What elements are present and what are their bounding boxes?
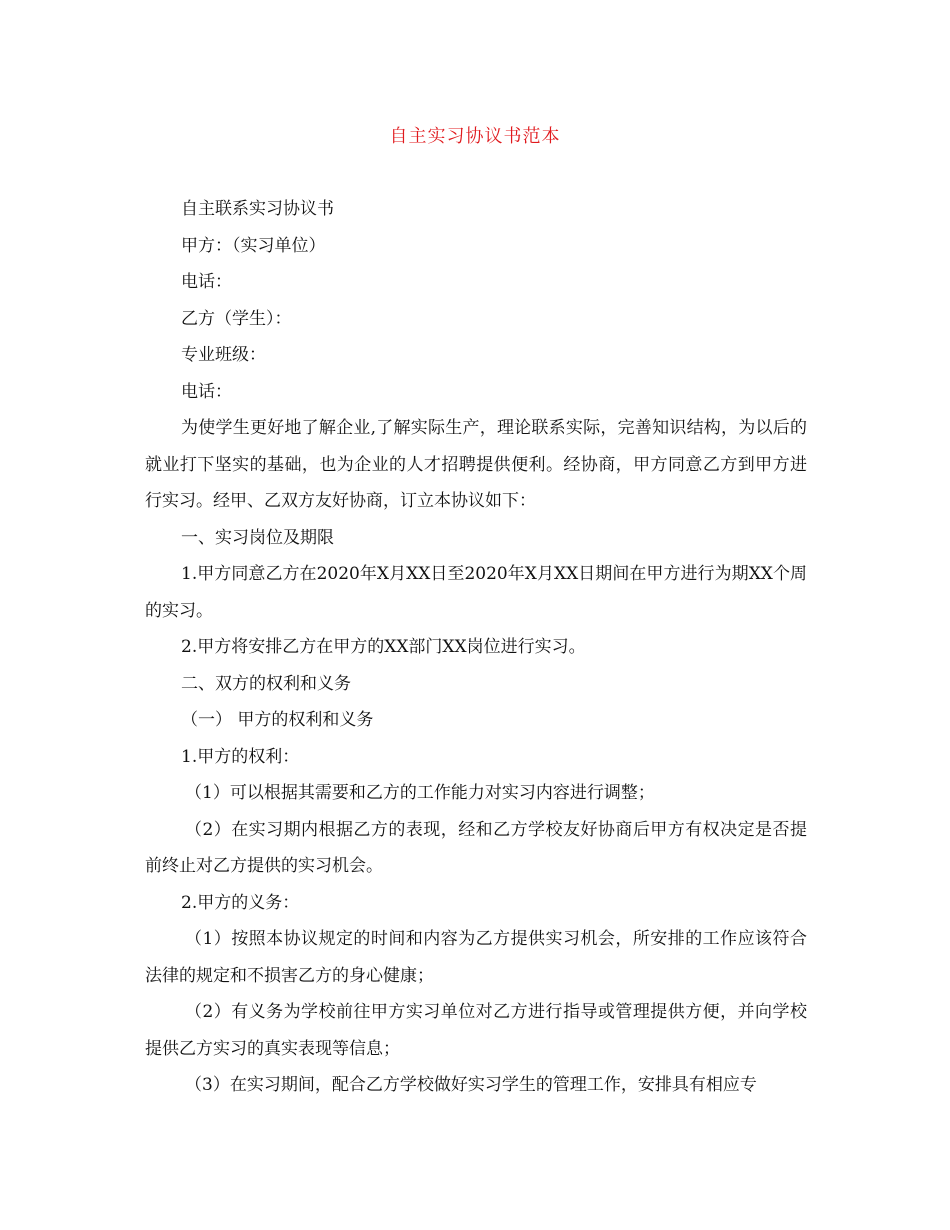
clause-item: （2）在实习期内根据乙方的表现，经和乙方学校友好协商后甲方有权决定是否提前终止对乙方提供的实习机会。	[145, 819, 807, 876]
document-title: 自主实习协议书范本	[389, 126, 561, 147]
major-class-line: 专业班级：	[181, 345, 266, 365]
section-heading-1: 一、实习岗位及期限	[181, 527, 334, 548]
clause-item: （1）按照本协议规定的时间和内容为乙方提供实习机会，所安排的工作应该符合法律的规定和不损害乙方的身心健康；	[145, 929, 807, 986]
clause-item: （2）有义务为学校前往甲方实习单位对乙方进行指导或管理提供方便，并向学校提供乙方实习的真实表现等信息；	[145, 1002, 807, 1059]
heading-agreement-name: 自主联系实习协议书	[181, 199, 334, 219]
clause-paragraph: 2.甲方将安排乙方在甲方的XX部门XX岗位进行实习。	[181, 637, 586, 657]
party-b-line: 乙方（学生）：	[181, 308, 292, 329]
section-heading-2: 二、双方的权利和义务	[181, 673, 351, 694]
subsection-heading: （一） 甲方的权利和义务	[181, 710, 374, 730]
clause-item: （1）可以根据其需要和乙方的工作能力对实习内容进行调整；	[185, 783, 655, 803]
preamble-paragraph: 为使学生更好地了解企业,了解实际生产，理论联系实际，完善知识结构，为以后的就业打下坚实的基础，也为企业的人才招聘提供便利。经协商，甲方同意乙方到甲方进行实习。经甲、乙双方友好协商，订立本协议如下：	[145, 418, 807, 511]
party-a-line: 甲方：（实习单位）	[181, 235, 326, 256]
document-body	[145, 191, 807, 1104]
clause-paragraph: 1.甲方同意乙方在2020年X月XX日至2020年X月XX日期间在甲方进行为期XX个周的实习。	[145, 564, 807, 621]
party-b-phone-line: 电话：	[181, 381, 232, 402]
clause-heading: 1.甲方的权利：	[181, 746, 300, 767]
clause-heading: 2.甲方的义务：	[181, 892, 300, 913]
party-a-phone-line: 电话：	[181, 272, 232, 292]
clause-item: （3）在实习期间，配合乙方学校做好实习学生的管理工作，安排具有相应专	[185, 1075, 757, 1095]
